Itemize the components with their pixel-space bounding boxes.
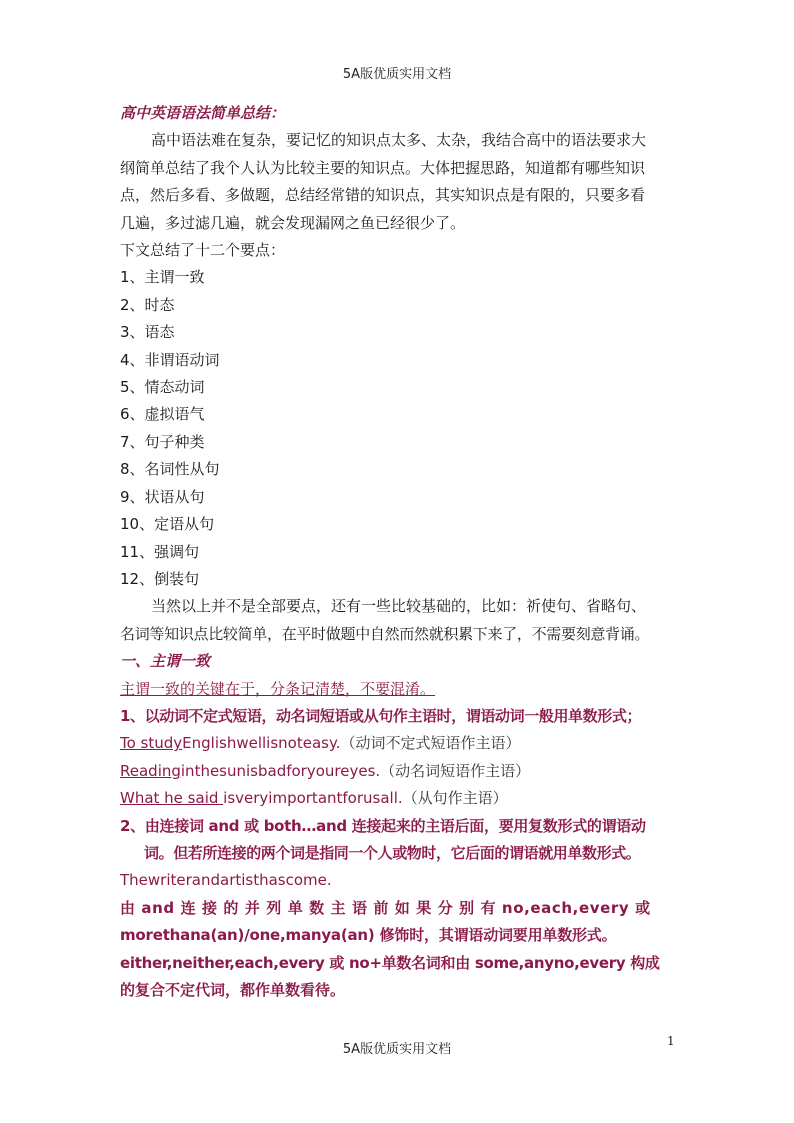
list-item: 11、强调句 [120, 542, 200, 561]
list-item: 9、状语从句 [120, 487, 205, 506]
section-title: 一、主谓一致 [120, 652, 211, 671]
rule-4-line-2: 的复合不定代词，都作单数看待。 [120, 981, 346, 999]
list-item: 7、句子种类 [120, 432, 205, 451]
note-line: 当然以上并不是全部要点，还有一些比较基础的，比如：祈使句、省略句、 [151, 597, 647, 616]
list-item: 10、定语从句 [120, 515, 215, 534]
example-note: （从句作主语） [402, 789, 508, 808]
points-list [120, 264, 676, 593]
note-line: 名词等知识点比较简单，在平时做题中自然而然就积累下来了，不需要刻意背诵。 [120, 624, 650, 643]
example-rest: inthesunisbadforyoureyes. [180, 761, 381, 780]
rule-3-line-1: 由 and 连 接 的 并 列 单 数 主 语 前 如 果 分 别 有 no,each,every 或 [120, 898, 651, 917]
list-item: 5、情态动词 [120, 378, 205, 397]
list-item: 1、主谓一致 [120, 268, 205, 287]
list-item: 3、语态 [120, 323, 175, 342]
intro-line: 点，然后多看、多做题，总结经常错的知识点，其实知识点是有限的，只要多看 [120, 186, 646, 205]
intro-line: 纲简单总结了我个人认为比较主要的知识点。大体把握思路，知道都有哪些知识 [120, 158, 646, 177]
rule-1: 1、以动词不定式短语，动名词短语或从句作主语时，谓语动词一般用单数形式； [120, 706, 642, 725]
page-content [120, 100, 676, 1004]
section-key-sentence: 主谓一致的关键在于，分条记清楚，不要混淆。 [120, 679, 436, 698]
rule-4-line-1: either,neither,each,every 或 no+单数名词和由 some,anyno,every 构成 [120, 953, 660, 972]
list-item: 6、虚拟语气 [120, 405, 205, 424]
rule-2-line-1: 2、由连接词 and 或 both…and 连接起来的主语后面，要用复数形式的谓语动 [120, 816, 646, 835]
example-subject: To study [120, 734, 183, 753]
page-footer: 5A版优质实用文档 [342, 1042, 452, 1057]
intro-line: 几遍，多过滤几遍，就会发现漏网之鱼已经很少了。 [120, 213, 466, 232]
example-rest: isveryimportantforusall. [223, 789, 403, 808]
intro-line: 高中语法难在复杂，要记忆的知识点太多、太杂，我结合高中的语法要求大 [151, 131, 647, 150]
list-item: 8、名词性从句 [120, 460, 220, 479]
example-line [120, 785, 676, 812]
list-item: 2、时态 [120, 295, 175, 314]
page-number: 1 [667, 1034, 675, 1048]
example-line [120, 758, 676, 785]
page-header: 5A版优质实用文档 [342, 67, 452, 82]
example-line [120, 730, 676, 757]
document-title: 高中英语语法简单总结： [120, 104, 286, 122]
example-rest: Englishwellisnoteasy. [182, 734, 341, 753]
example-2: Thewriterandartisthascome. [120, 871, 332, 890]
rule-3-line-2: morethana(an)/one,manya(an) 修饰时，其谓语动词要用单数形式。 [120, 926, 617, 945]
list-item: 12、倒装句 [120, 569, 200, 588]
example-note: （动词不定式短语作主语） [340, 734, 521, 753]
summary-intro: 下文总结了十二个要点： [120, 241, 286, 260]
example-subject: Reading [120, 761, 181, 780]
example-subject: What he said [120, 789, 224, 808]
rule-2-line-2: 词。但若所连接的两个词是指同一个人或物时，它后面的谓语就用单数形式。 [144, 843, 641, 862]
example-note: （动名词短语作主语） [380, 761, 531, 780]
list-item: 4、非谓语动词 [120, 350, 220, 369]
